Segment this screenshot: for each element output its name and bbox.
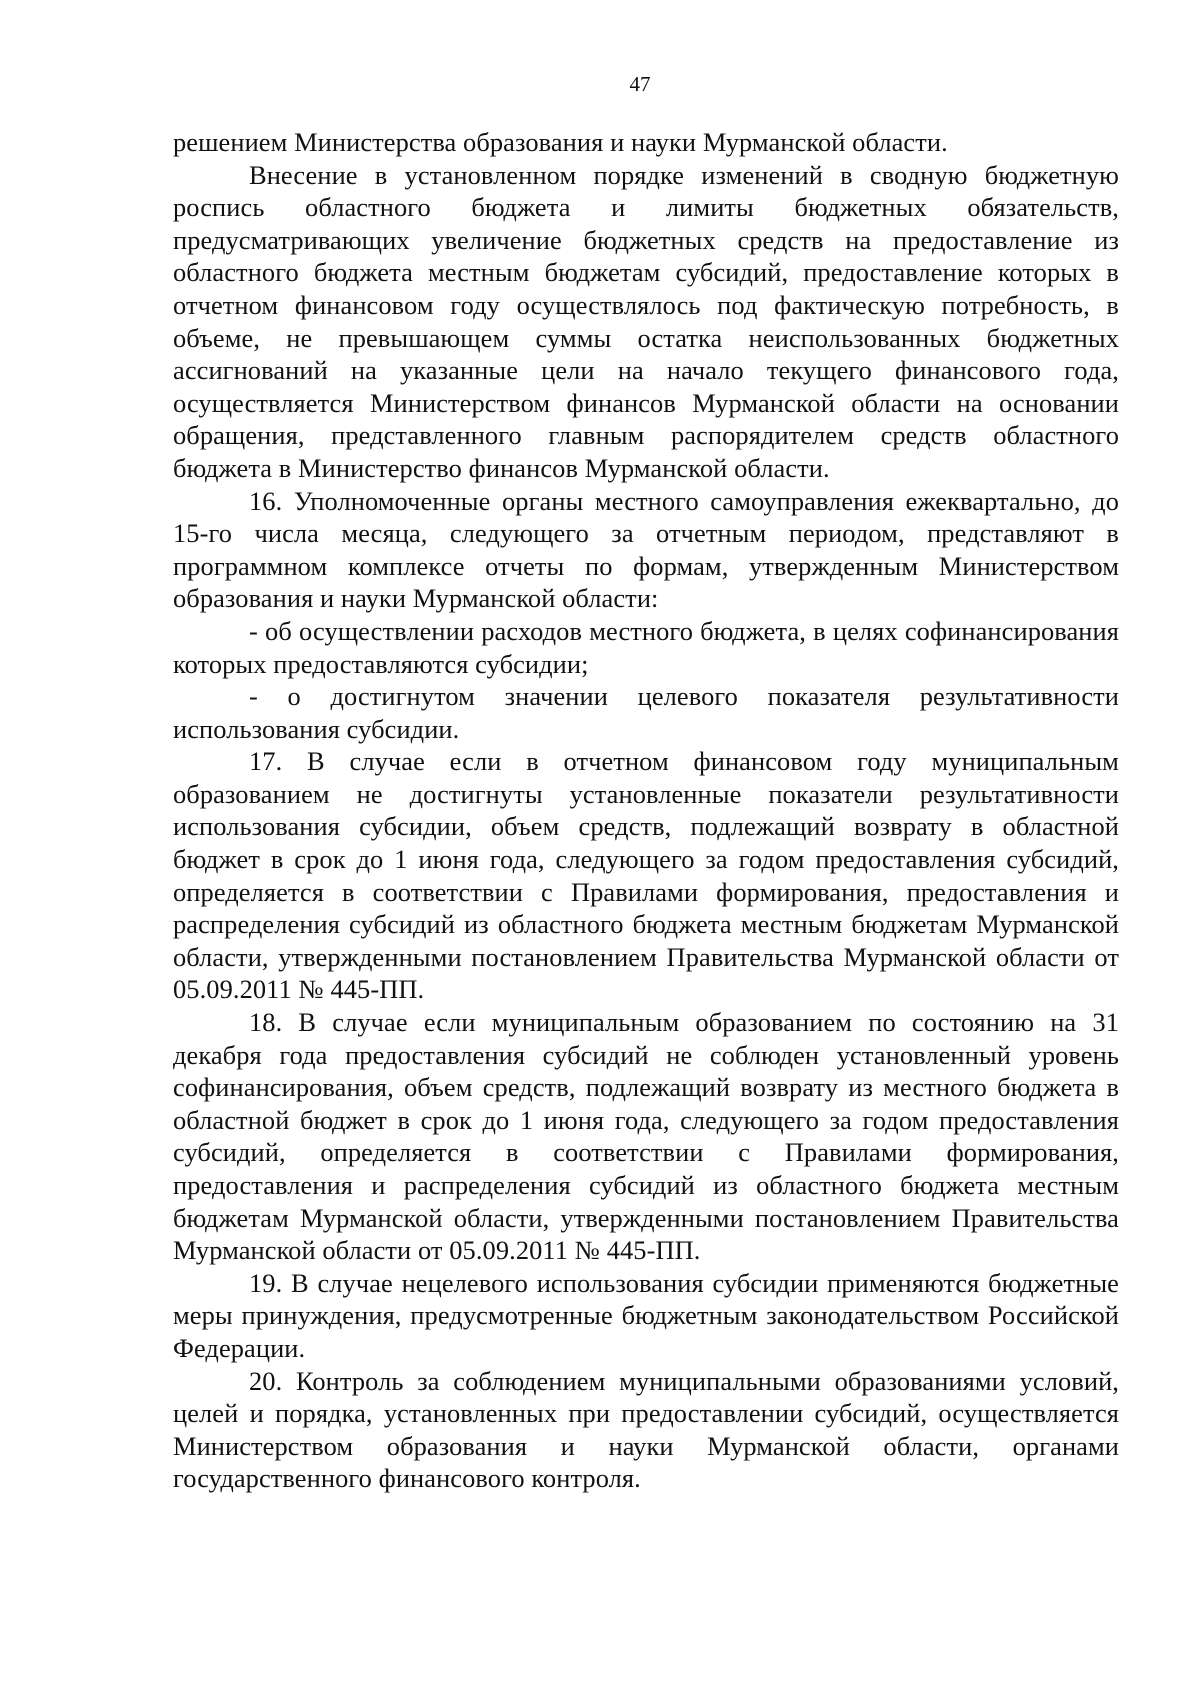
paragraph-17: 17. В случае если в отчетном финансовом году муниципальным образованием не достигнуты установленные показатели результативности использования субсидии, объем средств, подлежащий возврату в областной бюджет в срок до 1 июня года, следующего за годом предоставления субсидий, определяется в соответствии с Правилами формирования, предоставления и распределения субсидий из областного бюджета местным бюджетам Мурманской области, утвержденными постановлением Правительства Мурманской области от 05.09.2011 № 445-ПП. — [173, 746, 1119, 1005]
paragraph-budget-changes: Внесение в установленном порядке изменений в сводную бюджетную роспись областного бюджета и лимиты бюджетных обязательств, предусматривающих увеличение бюджетных средств на предоставление из областного бюджета местным бюджетам субсидий, предоставление которых в отчетном финансовом году осуществлялось под фактическую потребность, в объеме, не превышающем суммы остатка неиспользованных бюджетных ассигнований на указанные цели на начало текущего финансового года, осуществляется Министерством финансов Мурманской области на основании обращения, представленного главным распорядителем средств областного бюджета в Министерство финансов Мурманской области. — [173, 159, 1119, 483]
paragraph-continuation: решением Министерства образования и науки Мурманской области. — [173, 127, 948, 157]
list-item-expenses: - об осуществлении расходов местного бюджета, в целях софинансирования которых предоставляются субсидии; — [173, 615, 1119, 679]
list-item-indicator: - о достигнутом значении целевого показателя результативности использования субсидии. — [173, 681, 1119, 744]
paragraph-16: 16. Уполномоченные органы местного самоуправления ежеквартально, до 15-го числа месяца, следующего за отчетным периодом, представляют в программном комплексе отчеты по формам, утвержденным Министерством образования и науки Мурманской области: — [173, 485, 1119, 614]
paragraph-18: 18. В случае если муниципальным образованием по состоянию на 31 декабря года предоставления субсидий не соблюден установленный уровень софинансирования, объем средств, подлежащий возврату из местного бюджета в областной бюджет в срок до 1 июня года, следующего за годом предоставления субсидий, определяется в соответствии с Правилами формирования, предоставления и распределения субсидий из областного бюджета местным бюджетам Мурманской области, утвержденными постановлением Правительства Мурманской области от 05.09.2011 № 445-ПП. — [173, 1007, 1119, 1266]
page-number: 47 — [629, 72, 651, 96]
paragraph-19: 19. В случае нецелевого использования субсидии применяются бюджетные меры принуждения, предусмотренные бюджетным законодательством Российской Федерации. — [173, 1267, 1119, 1363]
paragraph-20: 20. Контроль за соблюдением муниципальными образованиями условий, целей и порядка, установленных при предоставлении субсидий, осуществляется Министерством образования и науки Мурманской области, органами государственного финансового контроля. — [173, 1365, 1119, 1494]
document-body — [173, 126, 1119, 1495]
